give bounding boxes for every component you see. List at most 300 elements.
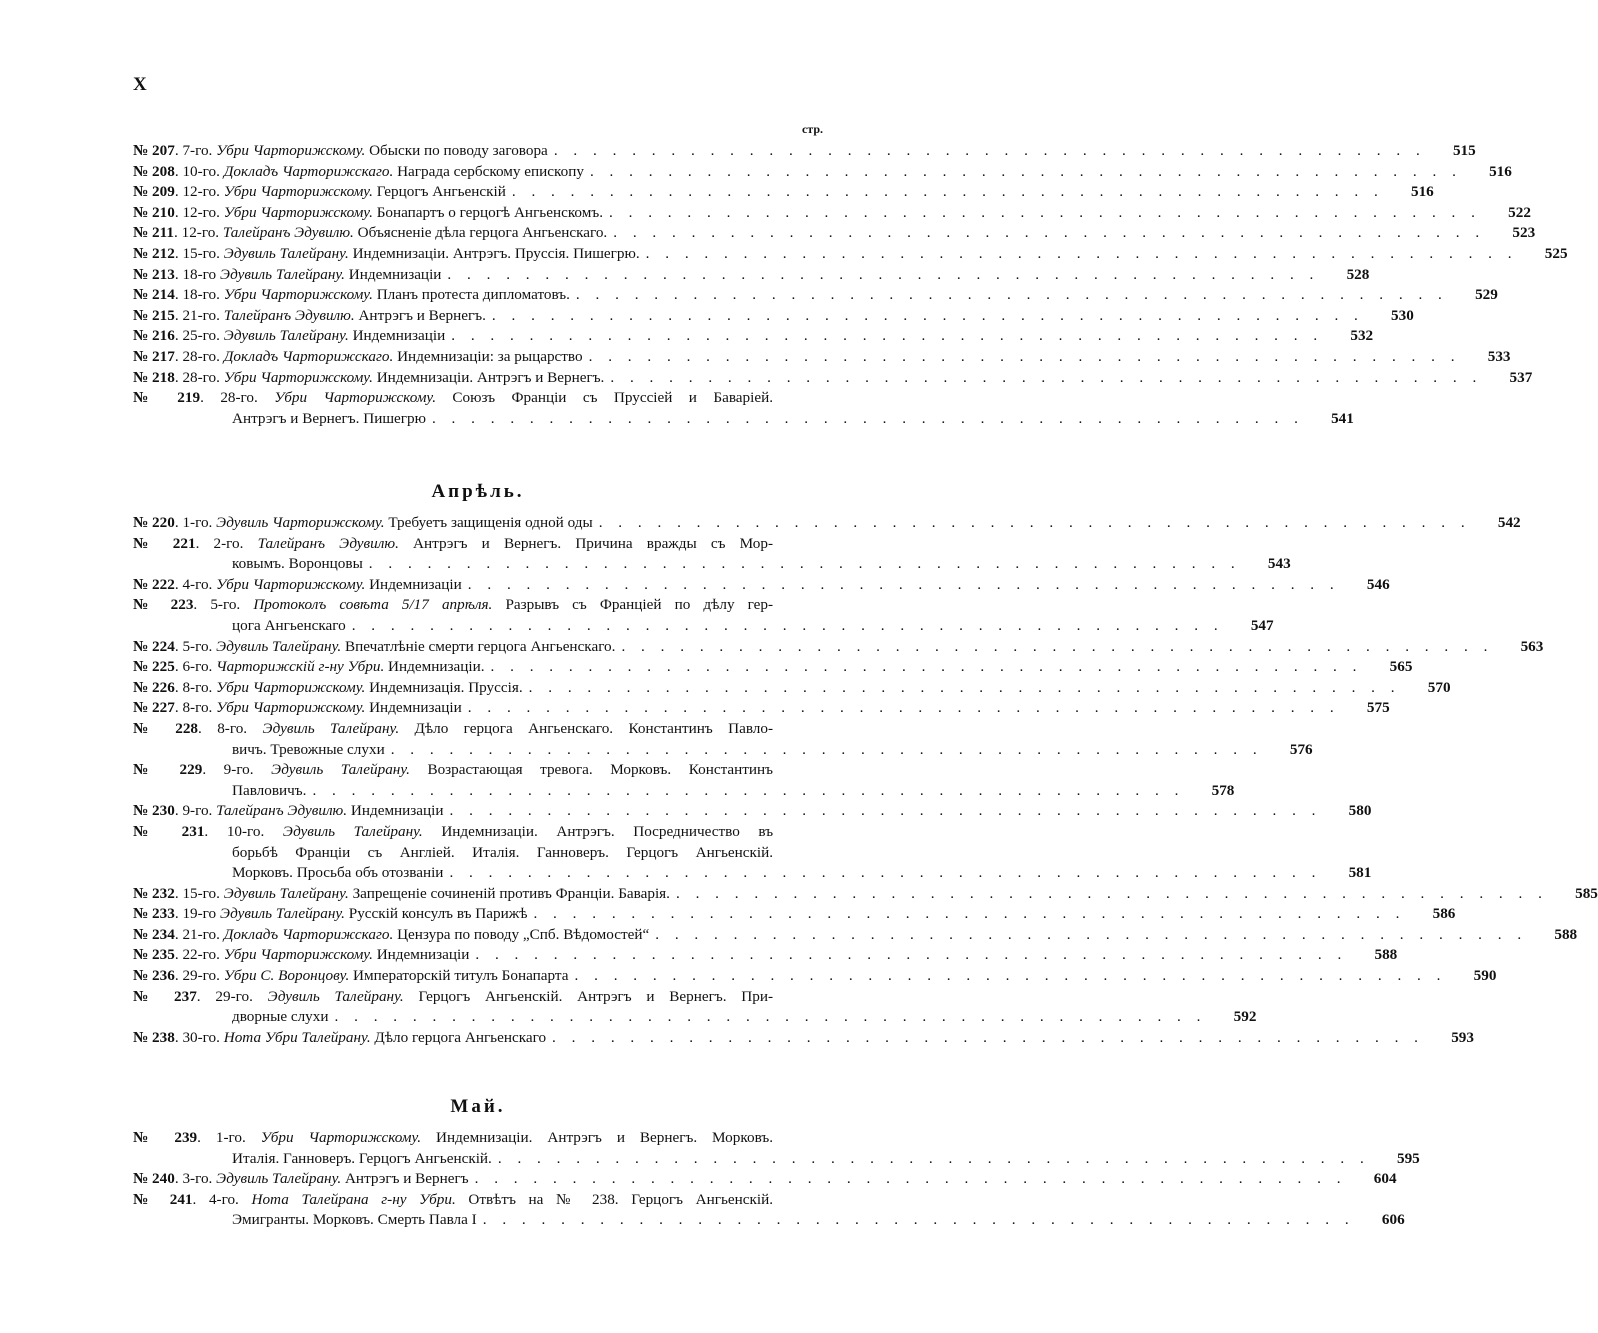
entry-text: № 214. 18-го. Убри Чарторижскому. Планъ протеста дипломатовъ. bbox=[133, 286, 570, 304]
toc-entry bbox=[133, 698, 1390, 719]
dot-leader: . . . . . . . . . . . . . . . . . . . . . . . . . . . . . . . . . . . . . . . . . . . . . bbox=[609, 203, 1481, 221]
entry-addressee: Докладъ Чарторижскаго. bbox=[223, 347, 394, 365]
entry-page-empty bbox=[773, 595, 823, 616]
entry-addressee: Убри Чарторижскому. bbox=[223, 203, 373, 221]
entry-description: Союзъ Франціи съ Пруссіей и Баваріей. bbox=[452, 389, 774, 407]
dot-leader: . . . . . . . . . . . . . . . . . . . . . . . . . . . . . . . . . . . . . . . . . . . . . bbox=[491, 306, 1364, 324]
entry-addressee: Убри Чарторижскому. bbox=[223, 286, 373, 304]
entry-date: 6-го. bbox=[182, 658, 213, 676]
entry-description: Русскій консулъ въ Парижѣ bbox=[348, 905, 528, 923]
entry-text: № 232. 15-го. Эдувиль Талейрану. Запрещеніе сочиненій противъ Франціи. Баварія. bbox=[133, 884, 670, 902]
toc-line bbox=[133, 843, 823, 864]
entry-description: Отвѣтъ на № 238. Герцогъ Ангьенскій. bbox=[468, 1190, 774, 1208]
entry-description: Индемнизація. Пруссія. bbox=[369, 678, 523, 696]
section-may bbox=[133, 1092, 1420, 1231]
entry-page: 547 bbox=[1250, 616, 1274, 634]
entry-description: Антрэгъ и Вернегъ. Причина вражды съ Мор- bbox=[413, 534, 774, 552]
dot-leader: . . . . . . . . . . . . . . . . . . . . . . . . . . . . . . . . . . . . . . . . . . . . . bbox=[390, 740, 1263, 758]
page-number-roman: X bbox=[133, 74, 147, 95]
toc-line bbox=[133, 554, 1291, 575]
entry-addressee: Нота Убри Талейрану. bbox=[223, 1028, 371, 1046]
entry-description: Индемнизаціи. Антрэгъ. Пруссія. Пишегрю. bbox=[352, 244, 640, 262]
toc-entry bbox=[133, 534, 1291, 575]
entry-number: № 228 bbox=[133, 719, 199, 737]
entry-text: № 230. 9-го. Талейранъ Эдувилю. Индемнизаціи bbox=[133, 802, 444, 820]
entry-number: № 223 bbox=[133, 596, 194, 614]
entry-description: Антрэгъ и Вернегъ bbox=[344, 1170, 469, 1188]
entry-text bbox=[133, 1210, 477, 1231]
entry-text: № 216. 25-го. Эдувиль Талейрану. Индемнизаціи bbox=[133, 327, 446, 345]
entry-text bbox=[133, 740, 385, 761]
entry-date: 12-го. bbox=[182, 183, 220, 201]
dot-leader: . . . . . . . . . . . . . . . . . . . . . . . . . . . . . . . . . . . . . . . . . . . . . bbox=[655, 925, 1528, 943]
entry-page: 604 bbox=[1373, 1170, 1397, 1188]
toc-entry bbox=[133, 1169, 1397, 1190]
entry-addressee: Эдувиль Талейрану. bbox=[223, 244, 349, 262]
entry-addressee: Эдувиль Талейрану. bbox=[216, 1170, 342, 1188]
entry-addressee: Убри Чарторижскому. bbox=[216, 142, 366, 159]
toc-entry bbox=[133, 1128, 1420, 1169]
entry-page: 529 bbox=[1475, 286, 1498, 304]
toc-line bbox=[133, 1190, 823, 1211]
dot-leader: . . . . . . . . . . . . . . . . . . . . . . . . . . . . . . . . . . . . . . . . . . . . . bbox=[528, 678, 1401, 696]
entry-page: 585 bbox=[1575, 884, 1598, 902]
toc-line bbox=[133, 822, 823, 843]
toc-line bbox=[133, 182, 1434, 203]
entry-text bbox=[133, 616, 346, 637]
entry-addressee: Убри Чарторижскому. bbox=[216, 575, 366, 593]
entry-page: 570 bbox=[1427, 678, 1451, 696]
dot-leader: . . . . . . . . . . . . . . . . . . . . . . . . . . . . . . . . . . . . . . . . . . . . . bbox=[351, 616, 1224, 634]
section-heading: Апрѣль. bbox=[431, 481, 525, 502]
entry-text: № 231. 10-го. Эдувиль Талейрану. Индемнизаціи. Антрэгъ. Посредничество въ bbox=[133, 822, 774, 840]
entry-number: № 231 bbox=[133, 822, 205, 840]
entry-date: 19-го bbox=[182, 905, 217, 923]
entry-date: 28-го. bbox=[182, 347, 220, 365]
entry-description: Индемнизаціи: за рыцарство bbox=[397, 347, 583, 365]
entry-number: № 227 bbox=[133, 699, 175, 717]
dot-leader: . . . . . . . . . . . . . . . . . . . . . . . . . . . . . . . . . . . . . . . . . . . . . bbox=[610, 368, 1483, 386]
toc-line bbox=[133, 925, 1578, 946]
entry-text: № 236. 29-го. Убри С. Воронцову. Императорскій титулъ Бонапарта bbox=[133, 967, 569, 985]
entry-date: 25-го. bbox=[182, 327, 220, 345]
entry-number: № 240 bbox=[133, 1170, 175, 1188]
entry-number: № 234 bbox=[133, 925, 175, 943]
entry-addressee: Убри Чарторижскому. bbox=[223, 368, 373, 386]
toc-line bbox=[133, 1149, 1420, 1170]
entry-text: № 208. 10-го. Докладъ Чарторижскаго. Награда сербскому епископу bbox=[133, 162, 584, 180]
toc-line bbox=[133, 719, 823, 740]
entry-number: № 225 bbox=[133, 658, 175, 676]
entry-number: № 222 bbox=[133, 575, 175, 593]
entry-page-empty bbox=[773, 843, 823, 864]
entry-addressee: Убри Чарторижскому. bbox=[216, 699, 366, 717]
entry-page: 586 bbox=[1432, 905, 1456, 923]
toc-entry bbox=[133, 1028, 1474, 1049]
toc-entry bbox=[133, 347, 1511, 368]
entry-text bbox=[133, 863, 443, 884]
toc-line bbox=[133, 244, 1568, 265]
toc-entry bbox=[133, 368, 1533, 389]
toc-line bbox=[133, 595, 823, 616]
toc-line bbox=[133, 884, 1598, 905]
dot-leader: . . . . . . . . . . . . . . . . . . . . . . . . . . . . . . . . . . . . . . . . . . . . . bbox=[574, 967, 1447, 985]
dot-leader: . . . . . . . . . . . . . . . . . . . . . . . . . . . . . . . . . . . . . . . . . . . . . bbox=[475, 946, 1348, 964]
entry-text: № 225. 6-го. Чарторижскій г-ну Убри. Индемнизаціи. bbox=[133, 658, 485, 676]
toc-line bbox=[133, 966, 1497, 987]
toc-line bbox=[133, 637, 1544, 658]
entry-addressee: Убри Чарторижскому. bbox=[274, 389, 436, 407]
section-april bbox=[133, 477, 1598, 1048]
entry-addressee: Убри Чарторижскому. bbox=[223, 946, 373, 964]
entry-text: № 226. 8-го. Убри Чарторижскому. Индемнизація. Пруссія. bbox=[133, 678, 523, 696]
entry-text: № 210. 12-го. Убри Чарторижскому. Бонапартъ о герцогѣ Ангьенскомъ. bbox=[133, 203, 604, 221]
toc-entry bbox=[133, 223, 1536, 244]
entry-description: Требуетъ защищенія одной оды bbox=[388, 514, 593, 531]
entry-date: 28-го. bbox=[220, 389, 258, 407]
entry-number: № 220 bbox=[133, 514, 175, 531]
entry-number: № 217 bbox=[133, 347, 175, 365]
entry-number: № 238 bbox=[133, 1028, 175, 1046]
toc-entry bbox=[133, 657, 1413, 678]
toc-line bbox=[133, 513, 1521, 534]
entry-date: 28-го. bbox=[182, 368, 220, 386]
entry-date: 10-го. bbox=[226, 822, 265, 840]
entry-date: 18-го. bbox=[182, 286, 220, 304]
entry-text: № 212. 15-го. Эдувиль Талейрану. Индемнизаціи. Антрэгъ. Пруссія. Пишегрю. bbox=[133, 244, 640, 262]
toc-line bbox=[133, 1128, 823, 1149]
entry-page: 528 bbox=[1346, 265, 1370, 283]
entry-number: № 207 bbox=[133, 142, 175, 159]
entry-description: Павловичъ. bbox=[232, 781, 307, 799]
entry-number: № 233 bbox=[133, 905, 175, 923]
entry-date: 9-го. bbox=[182, 802, 213, 820]
dot-leader: . . . . . . . . . . . . . . . . . . . . . . . . . . . . . . . . . . . . . . . . . . . . . bbox=[497, 1149, 1370, 1167]
entry-addressee: Протоколъ совѣта 5/17 апрѣля. bbox=[253, 596, 493, 614]
entry-description: цога Ангьенскаго bbox=[232, 616, 346, 634]
entry-number: № 208 bbox=[133, 162, 175, 180]
entry-date: 1-го. bbox=[215, 1129, 246, 1146]
toc-line bbox=[133, 223, 1536, 244]
entry-description: дворные слухи bbox=[232, 1008, 329, 1026]
dot-leader: . . . . . . . . . . . . . . . . . . . . . . . . . . . . . . . . . . . . . . . . . . . . . bbox=[613, 224, 1486, 242]
entry-description: Антрэгъ и Вернегъ. Пишегрю bbox=[232, 409, 426, 427]
toc-entry bbox=[133, 285, 1498, 306]
entry-number: № 221 bbox=[133, 534, 196, 552]
entry-text: № 222. 4-го. Убри Чарторижскому. Индемнизаціи bbox=[133, 575, 462, 593]
entry-number: № 236 bbox=[133, 967, 175, 985]
toc-entry bbox=[133, 575, 1390, 596]
toc-entry bbox=[133, 388, 1354, 429]
entry-description: Герцогъ Ангьенскій bbox=[376, 183, 506, 201]
entry-number: № 229 bbox=[133, 761, 203, 779]
dot-leader: . . . . . . . . . . . . . . . . . . . . . . . . . . . . . . . . . . . . . . . . . . . . . bbox=[431, 409, 1304, 427]
entry-description: ковымъ. Воронцовы bbox=[232, 555, 363, 573]
entry-date: 12-го. bbox=[182, 203, 220, 221]
entry-description: Императорскій титулъ Бонапарта bbox=[353, 967, 569, 985]
entry-page-empty bbox=[773, 534, 823, 555]
entry-number: № 209 bbox=[133, 183, 175, 201]
dot-leader: . . . . . . . . . . . . . . . . . . . . . . . . . . . . . . . . . . . . . . . . . . . . . bbox=[645, 244, 1518, 262]
entry-description: Планъ протеста дипломатовъ. bbox=[376, 286, 570, 304]
toc-line bbox=[133, 388, 823, 409]
toc-entry bbox=[133, 801, 1372, 822]
entry-page: 595 bbox=[1396, 1149, 1420, 1167]
entry-description: Индемнизаціи bbox=[369, 575, 462, 593]
entry-date: 3-го. bbox=[182, 1170, 213, 1188]
toc-entry bbox=[133, 822, 1372, 884]
entry-addressee: Докладъ Чарторижскаго. bbox=[223, 925, 394, 943]
entry-number: № 211 bbox=[133, 224, 175, 242]
entry-date: 5-го. bbox=[182, 637, 213, 655]
toc-line bbox=[133, 1007, 1257, 1028]
entry-date: 10-го. bbox=[182, 162, 220, 180]
entry-text: № 223. 5-го. Протоколъ совѣта 5/17 апрѣля. Разрывъ съ Франціей по дѣлу гер- bbox=[133, 596, 774, 614]
entry-page-empty bbox=[773, 1128, 823, 1149]
entry-page: 588 bbox=[1554, 925, 1578, 943]
entry-text: № 217. 28-го. Докладъ Чарторижскаго. Индемнизаціи: за рыцарство bbox=[133, 347, 583, 365]
entry-number: № 226 bbox=[133, 678, 175, 696]
entry-text: № 207. 7-го. Убри Чарторижскому. Обыски по поводу заговора bbox=[133, 142, 548, 159]
entry-description: борьбѣ Франціи съ Англіей. Италія. Ганноверъ. Герцогъ Ангьенскій. bbox=[232, 843, 773, 861]
entry-date: 4-го. bbox=[208, 1190, 239, 1208]
entry-addressee: Талейранъ Эдувилю. bbox=[216, 802, 348, 820]
entry-description: Индемнизаціи bbox=[352, 327, 446, 345]
entry-page: 543 bbox=[1267, 555, 1291, 573]
entry-page-empty bbox=[773, 1190, 823, 1211]
toc-line bbox=[133, 740, 1313, 761]
entry-page: 565 bbox=[1389, 658, 1413, 676]
entry-number: № 239 bbox=[133, 1129, 198, 1146]
entry-text: № 224. 5-го. Эдувиль Талейрану. Впечатлѣніе смерти герцога Ангьенскаго. bbox=[133, 637, 616, 655]
entry-text: № 237. 29-го. Эдувиль Талейрану. Герцогъ Ангьенскій. Антрэгъ и Вернегъ. При- bbox=[133, 987, 774, 1005]
section-march-continued bbox=[133, 141, 1568, 429]
entry-description: Индемнизаціи bbox=[350, 802, 444, 820]
entry-text bbox=[133, 843, 773, 864]
entry-page: 593 bbox=[1451, 1028, 1474, 1046]
entry-date: 29-го. bbox=[215, 987, 253, 1005]
toc-entry bbox=[133, 904, 1456, 925]
toc-line bbox=[133, 1210, 1405, 1231]
entry-number: № 215 bbox=[133, 306, 175, 324]
toc-line bbox=[133, 203, 1531, 224]
dot-leader: . . . . . . . . . . . . . . . . . . . . . . . . . . . . . . . . . . . . . . . . . . . . . bbox=[533, 905, 1406, 923]
entry-date: 22-го. bbox=[182, 946, 220, 964]
entry-date: 9-го. bbox=[223, 761, 254, 779]
entry-page-empty bbox=[773, 719, 823, 740]
toc-entry bbox=[133, 760, 1235, 801]
toc-line bbox=[133, 945, 1398, 966]
toc-line bbox=[133, 409, 1354, 430]
toc-line bbox=[133, 616, 1274, 637]
entry-addressee: Талейранъ Эдувилю. bbox=[257, 534, 399, 552]
entry-description: Индемнизаціи bbox=[369, 699, 462, 717]
entry-number: № 224 bbox=[133, 637, 175, 655]
entry-page: 576 bbox=[1289, 740, 1313, 758]
entry-page: 530 bbox=[1391, 306, 1414, 324]
entry-description: Индемнизаціи bbox=[376, 946, 470, 964]
toc-line bbox=[133, 534, 823, 555]
entry-date: 8-го. bbox=[182, 678, 213, 696]
toc-line bbox=[133, 678, 1451, 699]
entry-page: 563 bbox=[1520, 637, 1544, 655]
entry-date: 15-го. bbox=[182, 244, 220, 262]
entry-text bbox=[133, 1007, 329, 1028]
entry-addressee: Эдувиль Талейрану. bbox=[271, 761, 410, 779]
entry-description: Дѣло герцога Ангьенскаго bbox=[374, 1028, 547, 1046]
entry-page: 537 bbox=[1509, 368, 1533, 386]
entry-addressee: Чарторижскій г-ну Убри. bbox=[216, 658, 385, 676]
entry-text bbox=[133, 554, 363, 575]
dot-leader: . . . . . . . . . . . . . . . . . . . . . . . . . . . . . . . . . . . . . . . . . . . . . bbox=[490, 658, 1363, 676]
entry-description: Цензура по поводу „Спб. Вѣдомостей“ bbox=[397, 925, 650, 943]
dot-leader: . . . . . . . . . . . . . . . . . . . . . . . . . . . . . . . . . . . . . . . . . . . . . bbox=[334, 1008, 1207, 1026]
entry-text: № 213. 18-го Эдувиль Талейрану. Индемнизаціи bbox=[133, 265, 442, 283]
entry-date: 2-го. bbox=[213, 534, 244, 552]
dot-leader: . . . . . . . . . . . . . . . . . . . . . . . . . . . . . . . . . . . . . . . . . . . . . bbox=[474, 1170, 1347, 1188]
toc-line bbox=[133, 1028, 1474, 1049]
entry-date: 5-го. bbox=[210, 596, 241, 614]
dot-leader: . . . . . . . . . . . . . . . . . . . . . . . . . . . . . . . . . . . . . . . . . . . . . bbox=[368, 555, 1241, 573]
entry-number: № 241 bbox=[133, 1190, 193, 1208]
toc-entry bbox=[133, 884, 1598, 905]
toc-entry bbox=[133, 306, 1414, 327]
entry-addressee: Убри С. Воронцову. bbox=[223, 967, 350, 985]
dot-leader: . . . . . . . . . . . . . . . . . . . . . . . . . . . . . . . . . . . . . . . . . . . . . bbox=[467, 575, 1340, 593]
toc-line bbox=[133, 863, 1372, 884]
section-heading: Май. bbox=[450, 1096, 506, 1117]
entry-number: № 232 bbox=[133, 884, 175, 902]
entry-page: 581 bbox=[1348, 864, 1372, 882]
entry-description: Возрастающая тревога. Морковъ. Константинъ bbox=[427, 761, 774, 779]
toc-entry bbox=[133, 1190, 1405, 1231]
entry-page: 525 bbox=[1544, 244, 1568, 262]
entry-page-empty bbox=[773, 987, 823, 1008]
entry-description: Впечатлѣніе смерти герцога Ангьенскаго. bbox=[344, 637, 616, 655]
entry-page: 516 bbox=[1410, 183, 1434, 201]
entry-date: 1-го. bbox=[182, 514, 213, 531]
entry-text: № 221. 2-го. Талейранъ Эдувилю. Антрэгъ и Вернегъ. Причина вражды съ Мор- bbox=[133, 534, 774, 552]
entry-description: Разрывъ съ Франціей по дѣлу гер- bbox=[505, 596, 774, 614]
dot-leader: . . . . . . . . . . . . . . . . . . . . . . . . . . . . . . . . . . . . . . . . . . . . . bbox=[675, 884, 1548, 902]
entry-number: № 219 bbox=[133, 389, 201, 407]
entry-page: 542 bbox=[1497, 514, 1521, 531]
entry-text: № 238. 30-го. Нота Убри Талейрану. Дѣло герцога Ангьенскаго bbox=[133, 1028, 547, 1046]
entry-addressee: Эдувиль Талейрану. bbox=[223, 327, 349, 345]
toc-entry bbox=[133, 987, 1257, 1028]
entry-addressee: Эдувиль Талейрану. bbox=[282, 822, 423, 840]
entry-date: 4-го. bbox=[182, 575, 213, 593]
entry-page: 522 bbox=[1508, 203, 1531, 221]
dot-leader: . . . . . . . . . . . . . . . . . . . . . . . . . . . . . . . . . . . . . . . . . . . . . bbox=[598, 514, 1471, 531]
entry-addressee: Убри Чарторижскому. bbox=[223, 183, 373, 201]
entry-text: № 220. 1-го. Эдувиль Чарторижскому. Требуетъ защищенія одной оды bbox=[133, 514, 593, 531]
toc-line bbox=[133, 265, 1370, 286]
entry-description: Дѣло герцога Ангьенскаго. Константинъ Павло- bbox=[414, 719, 774, 737]
entry-date: 15-го. bbox=[182, 884, 220, 902]
entry-date: 7-го. bbox=[182, 142, 213, 159]
dot-leader: . . . . . . . . . . . . . . . . . . . . . . . . . . . . . . . . . . . . . . . . . . . . . bbox=[589, 162, 1462, 180]
entry-description: Индемнизаціи. bbox=[388, 658, 485, 676]
dot-leader: . . . . . . . . . . . . . . . . . . . . . . . . . . . . . . . . . . . . . . . . . . . . . bbox=[553, 142, 1426, 159]
entry-page: 578 bbox=[1211, 781, 1235, 799]
entry-number: № 237 bbox=[133, 987, 197, 1005]
entry-number: № 212 bbox=[133, 244, 175, 262]
entry-page-empty bbox=[773, 822, 823, 843]
entry-text: № 215. 21-го. Талейранъ Эдувилю. Антрэгъ и Вернегъ. bbox=[133, 306, 486, 324]
entry-addressee: Эдувиль Талейрану. bbox=[267, 987, 404, 1005]
entry-text: № 227. 8-го. Убри Чарторижскому. Индемнизаціи bbox=[133, 699, 462, 717]
entry-addressee: Нота Талейрана г-ну Убри. bbox=[251, 1190, 456, 1208]
entry-description: Морковъ. Просьба объ отозваніи bbox=[232, 864, 444, 882]
entry-addressee: Эдувиль Талейрану. bbox=[262, 719, 400, 737]
dot-leader: . . . . . . . . . . . . . . . . . . . . . . . . . . . . . . . . . . . . . . . . . . . . . bbox=[621, 637, 1494, 655]
entry-page: 516 bbox=[1489, 162, 1512, 180]
dot-leader: . . . . . . . . . . . . . . . . . . . . . . . . . . . . . . . . . . . . . . . . . . . . . bbox=[447, 265, 1320, 283]
entry-text: № 233. 19-го Эдувиль Талейрану. Русскій консулъ въ Парижѣ bbox=[133, 905, 528, 923]
toc-line bbox=[133, 326, 1374, 347]
dot-leader: . . . . . . . . . . . . . . . . . . . . . . . . . . . . . . . . . . . . . . . . . . . . . bbox=[511, 183, 1384, 201]
entry-text: № 229. 9-го. Эдувиль Талейрану. Возрастающая тревога. Морковъ. Константинъ bbox=[133, 761, 774, 779]
entry-page: 575 bbox=[1366, 699, 1390, 717]
toc-line bbox=[133, 306, 1414, 327]
entry-page: 523 bbox=[1512, 224, 1536, 242]
entry-description: Италія. Ганноверъ. Герцогъ Ангьенскій. bbox=[232, 1149, 492, 1167]
entry-description: Бонапартъ о герцогѣ Ангьенскомъ. bbox=[376, 203, 604, 221]
entry-addressee: Талейранъ Эдувилю. bbox=[222, 224, 354, 242]
toc-entry bbox=[133, 925, 1578, 946]
entry-date: 30-го. bbox=[182, 1028, 220, 1046]
entry-page: 580 bbox=[1348, 802, 1372, 820]
entry-text: № 219. 28-го. Убри Чарторижскому. Союзъ Франціи съ Пруссіей и Баваріей. bbox=[133, 389, 774, 407]
entry-date: 12-го. bbox=[181, 224, 220, 242]
entry-page: 541 bbox=[1331, 409, 1354, 427]
toc-line bbox=[133, 904, 1456, 925]
toc-entry bbox=[133, 513, 1521, 534]
toc-entry bbox=[133, 678, 1451, 699]
entry-description: Эмигранты. Морковъ. Смерть Павла I bbox=[232, 1211, 477, 1229]
toc-entry bbox=[133, 141, 1476, 162]
entry-date: 18-го bbox=[182, 265, 217, 283]
entry-page: 592 bbox=[1233, 1008, 1257, 1026]
entry-text: № 235. 22-го. Убри Чарторижскому. Индемнизаціи bbox=[133, 946, 470, 964]
toc-entry bbox=[133, 203, 1531, 224]
entry-description: Объясненіе дѣла герцога Ангьенскаго. bbox=[357, 224, 608, 242]
entry-text bbox=[133, 1149, 492, 1170]
entry-page-empty bbox=[773, 760, 823, 781]
toc-entry bbox=[133, 945, 1398, 966]
dot-leader: . . . . . . . . . . . . . . . . . . . . . . . . . . . . . . . . . . . . . . . . . . . . . bbox=[449, 802, 1322, 820]
toc-entry bbox=[133, 244, 1568, 265]
entry-date: 8-го. bbox=[217, 719, 248, 737]
toc-entry bbox=[133, 265, 1370, 286]
entry-number: № 218 bbox=[133, 368, 175, 386]
entry-addressee: Эдувиль Талейрану. bbox=[223, 884, 349, 902]
entry-number: № 214 bbox=[133, 286, 175, 304]
toc-line bbox=[133, 698, 1390, 719]
entry-number: № 235 bbox=[133, 946, 175, 964]
toc-line bbox=[133, 801, 1372, 822]
toc-line bbox=[133, 575, 1390, 596]
entry-text: № 240. 3-го. Эдувиль Талейрану. Антрэгъ и Вернегъ bbox=[133, 1170, 469, 1188]
entry-description: Индемнизаціи bbox=[348, 265, 442, 283]
entry-text: № 211. 12-го. Талейранъ Эдувилю. Объясненіе дѣла герцога Ангьенскаго. bbox=[133, 224, 608, 242]
toc-entry bbox=[133, 719, 1313, 760]
toc-line bbox=[133, 987, 823, 1008]
toc-line bbox=[133, 141, 1476, 162]
entry-text: № 241. 4-го. Нота Талейрана г-ну Убри. Отвѣтъ на № 238. Герцогъ Ангьенскій. bbox=[133, 1190, 774, 1208]
dot-leader: . . . . . . . . . . . . . . . . . . . . . . . . . . . . . . . . . . . . . . . . . . . . . bbox=[552, 1028, 1424, 1046]
